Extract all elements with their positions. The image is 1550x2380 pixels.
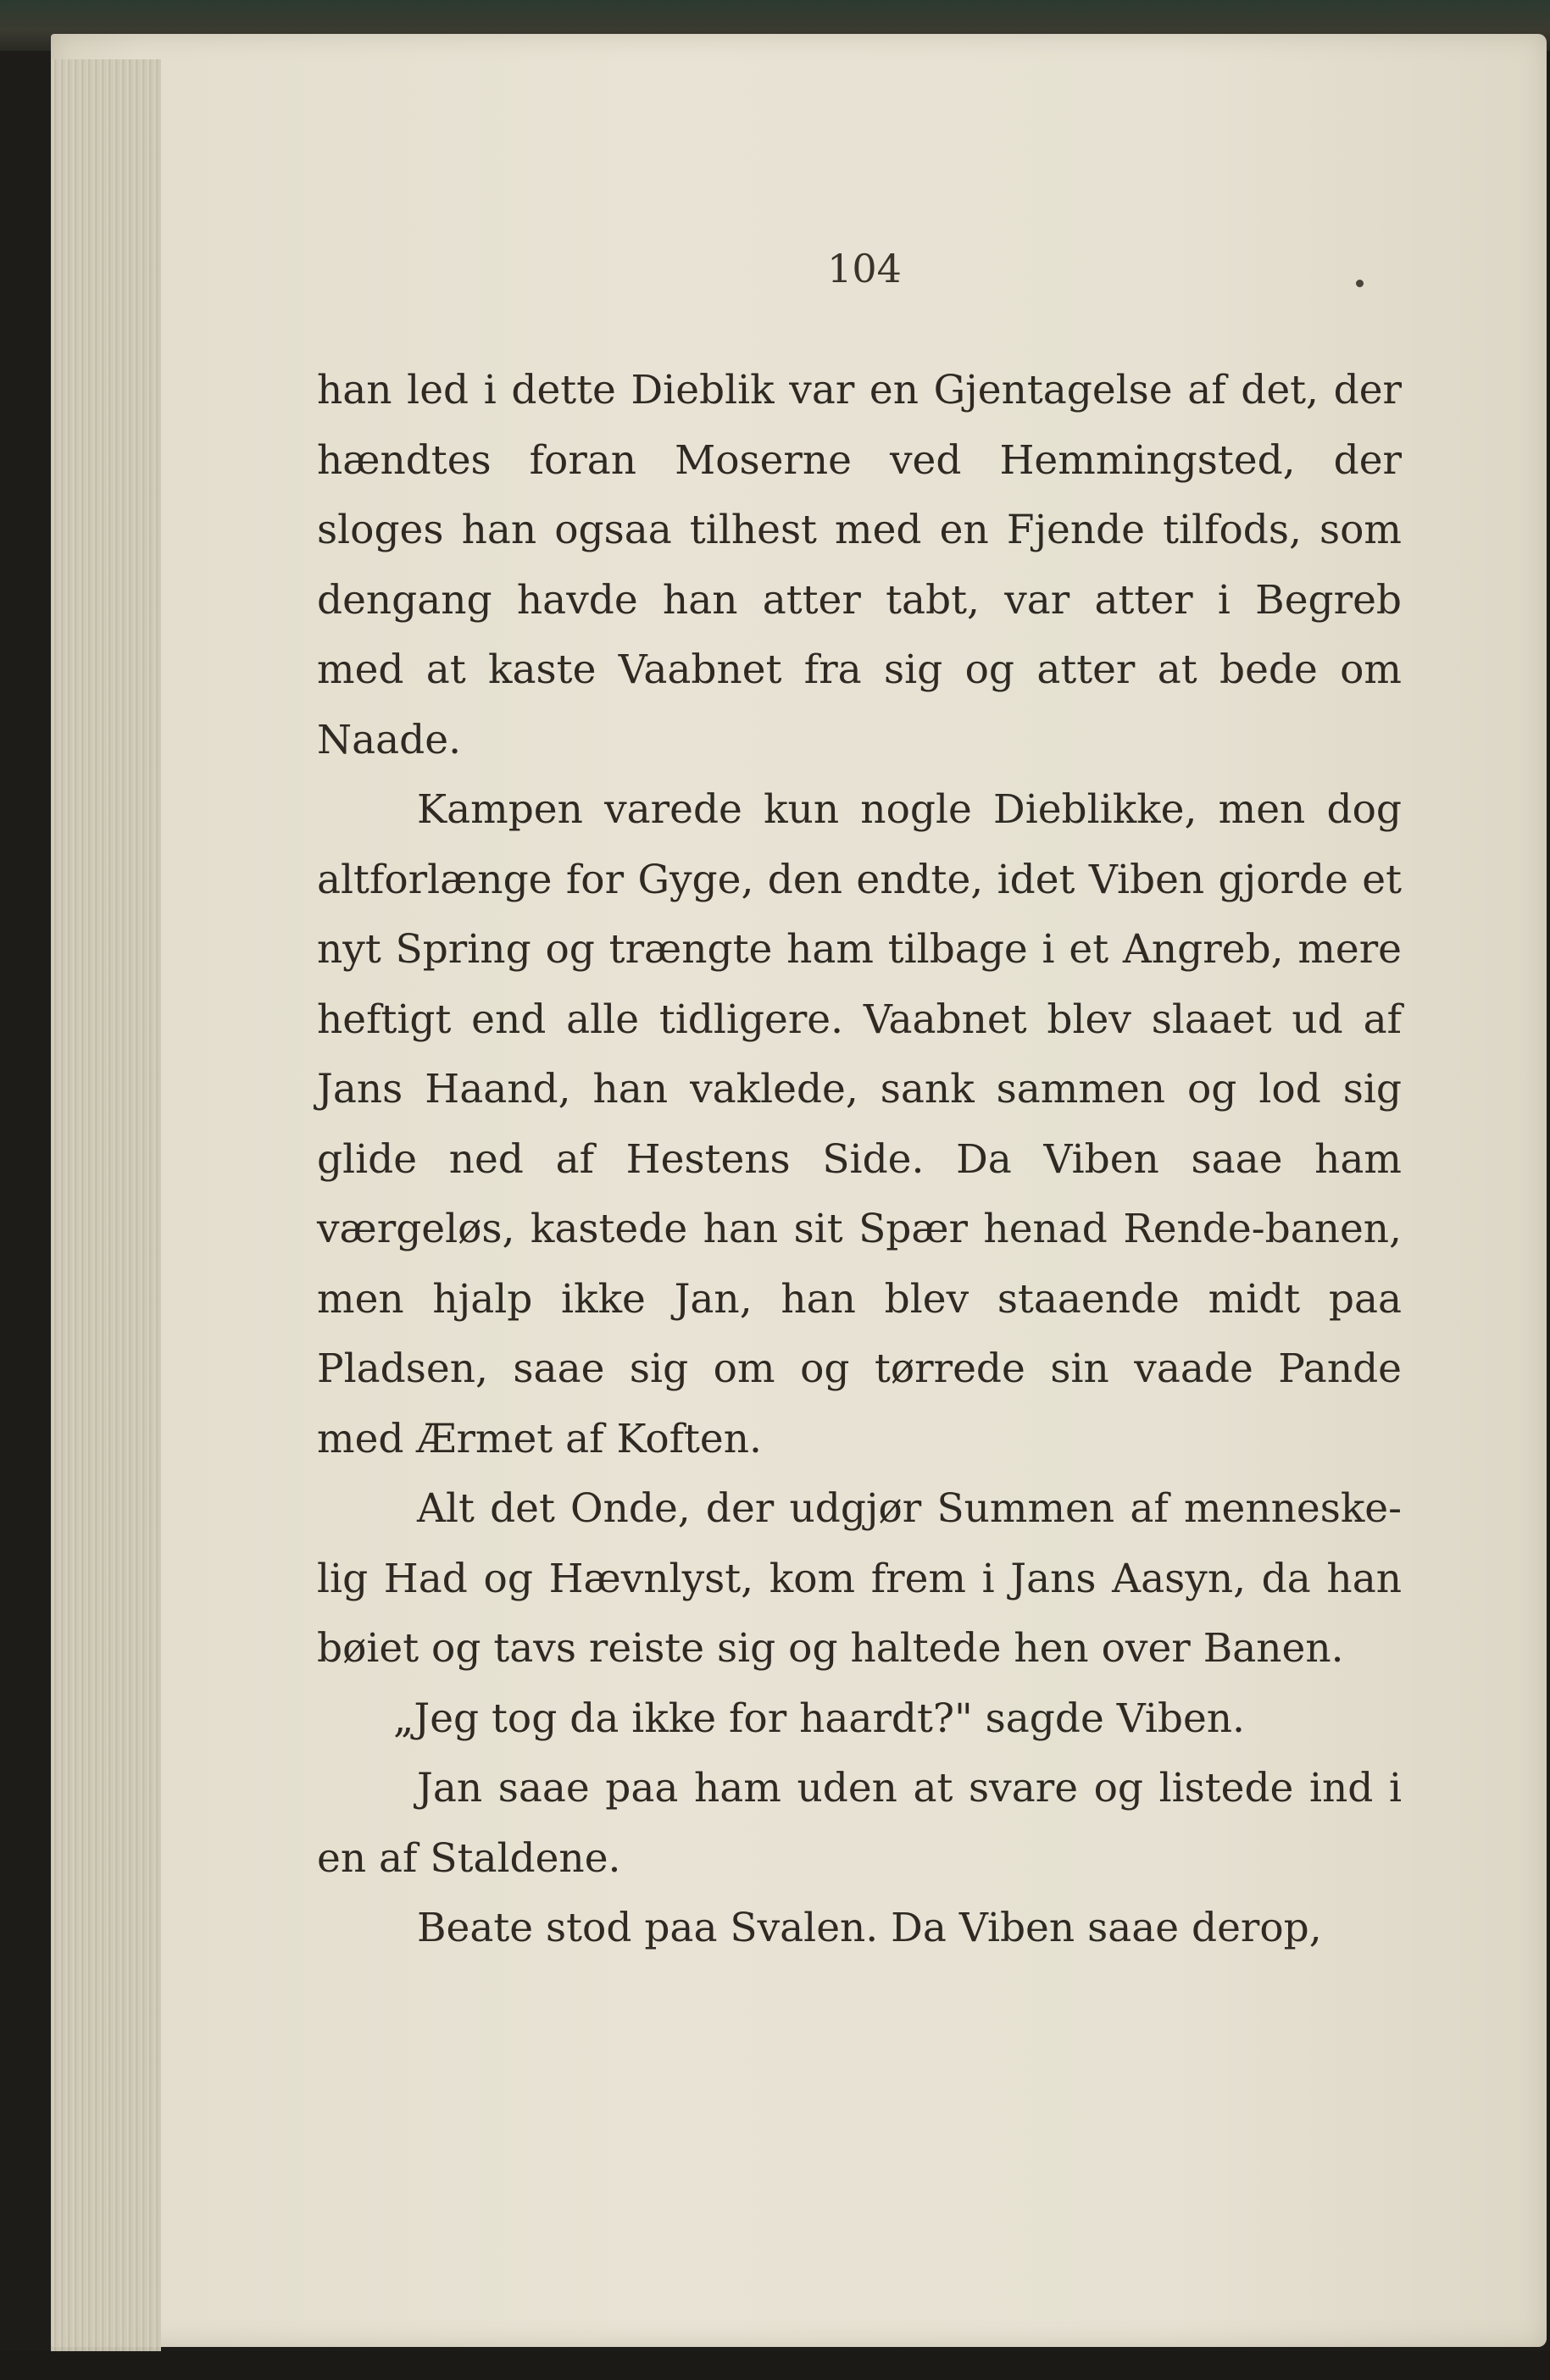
page-edge-stack (51, 59, 161, 2364)
paragraph-1: han led i dette Dieblik var en Gjentagelse af det, der hændtes foran Moserne ved Hemmingsted, der sloges han ogsaa tilhest med en Fjende tilfods, som dengang havde han atter tabt, var atter i Begreb med at kaste Vaabnet fra sig og atter at bede om Naade. (317, 367, 1402, 763)
paragraph-2: Kampen varede kun nogle Dieblikke, men dog altforlænge for Gyge, den endte, idet Viben gjorde et nyt Spring og trængte ham tilbage i et Angreb, mere heftigt end alle tidligere. Vaabnet blev slaaet ud af Jans Haand, han vaklede, sank sammen og lod sig glide ned af Hestens Side. Da Viben saae ham værgeløs, kastede han sit Spær henad Rende-banen, men hjalp ikke Jan, han blev staaende midt paa Pladsen, saae sig om og tørrede sin vaade Pande med Ærmet af Koften. (317, 786, 1402, 1462)
paragraph-6: Beate stod paa Svalen. Da Viben saae derop, (417, 1905, 1322, 1951)
paragraph-4: „Jeg tog da ikke for haardt?" sagde Viben. (393, 1695, 1245, 1742)
paragraph-3: Alt det Onde, der udgjør Summen af menneske-lig Had og Hævnlyst, kom frem i Jans Aasyn, da han bøiet og tavs reiste sig og haltede hen over Banen. (317, 1485, 1402, 1672)
body-text (317, 356, 1402, 1964)
ink-dot (1356, 280, 1364, 287)
scan-bottom-edge (0, 2351, 1550, 2380)
paragraph-5: Jan saae paa ham uden at svare og listede ind i en af Staldene. (317, 1765, 1402, 1882)
page-number: 104 (827, 246, 902, 291)
